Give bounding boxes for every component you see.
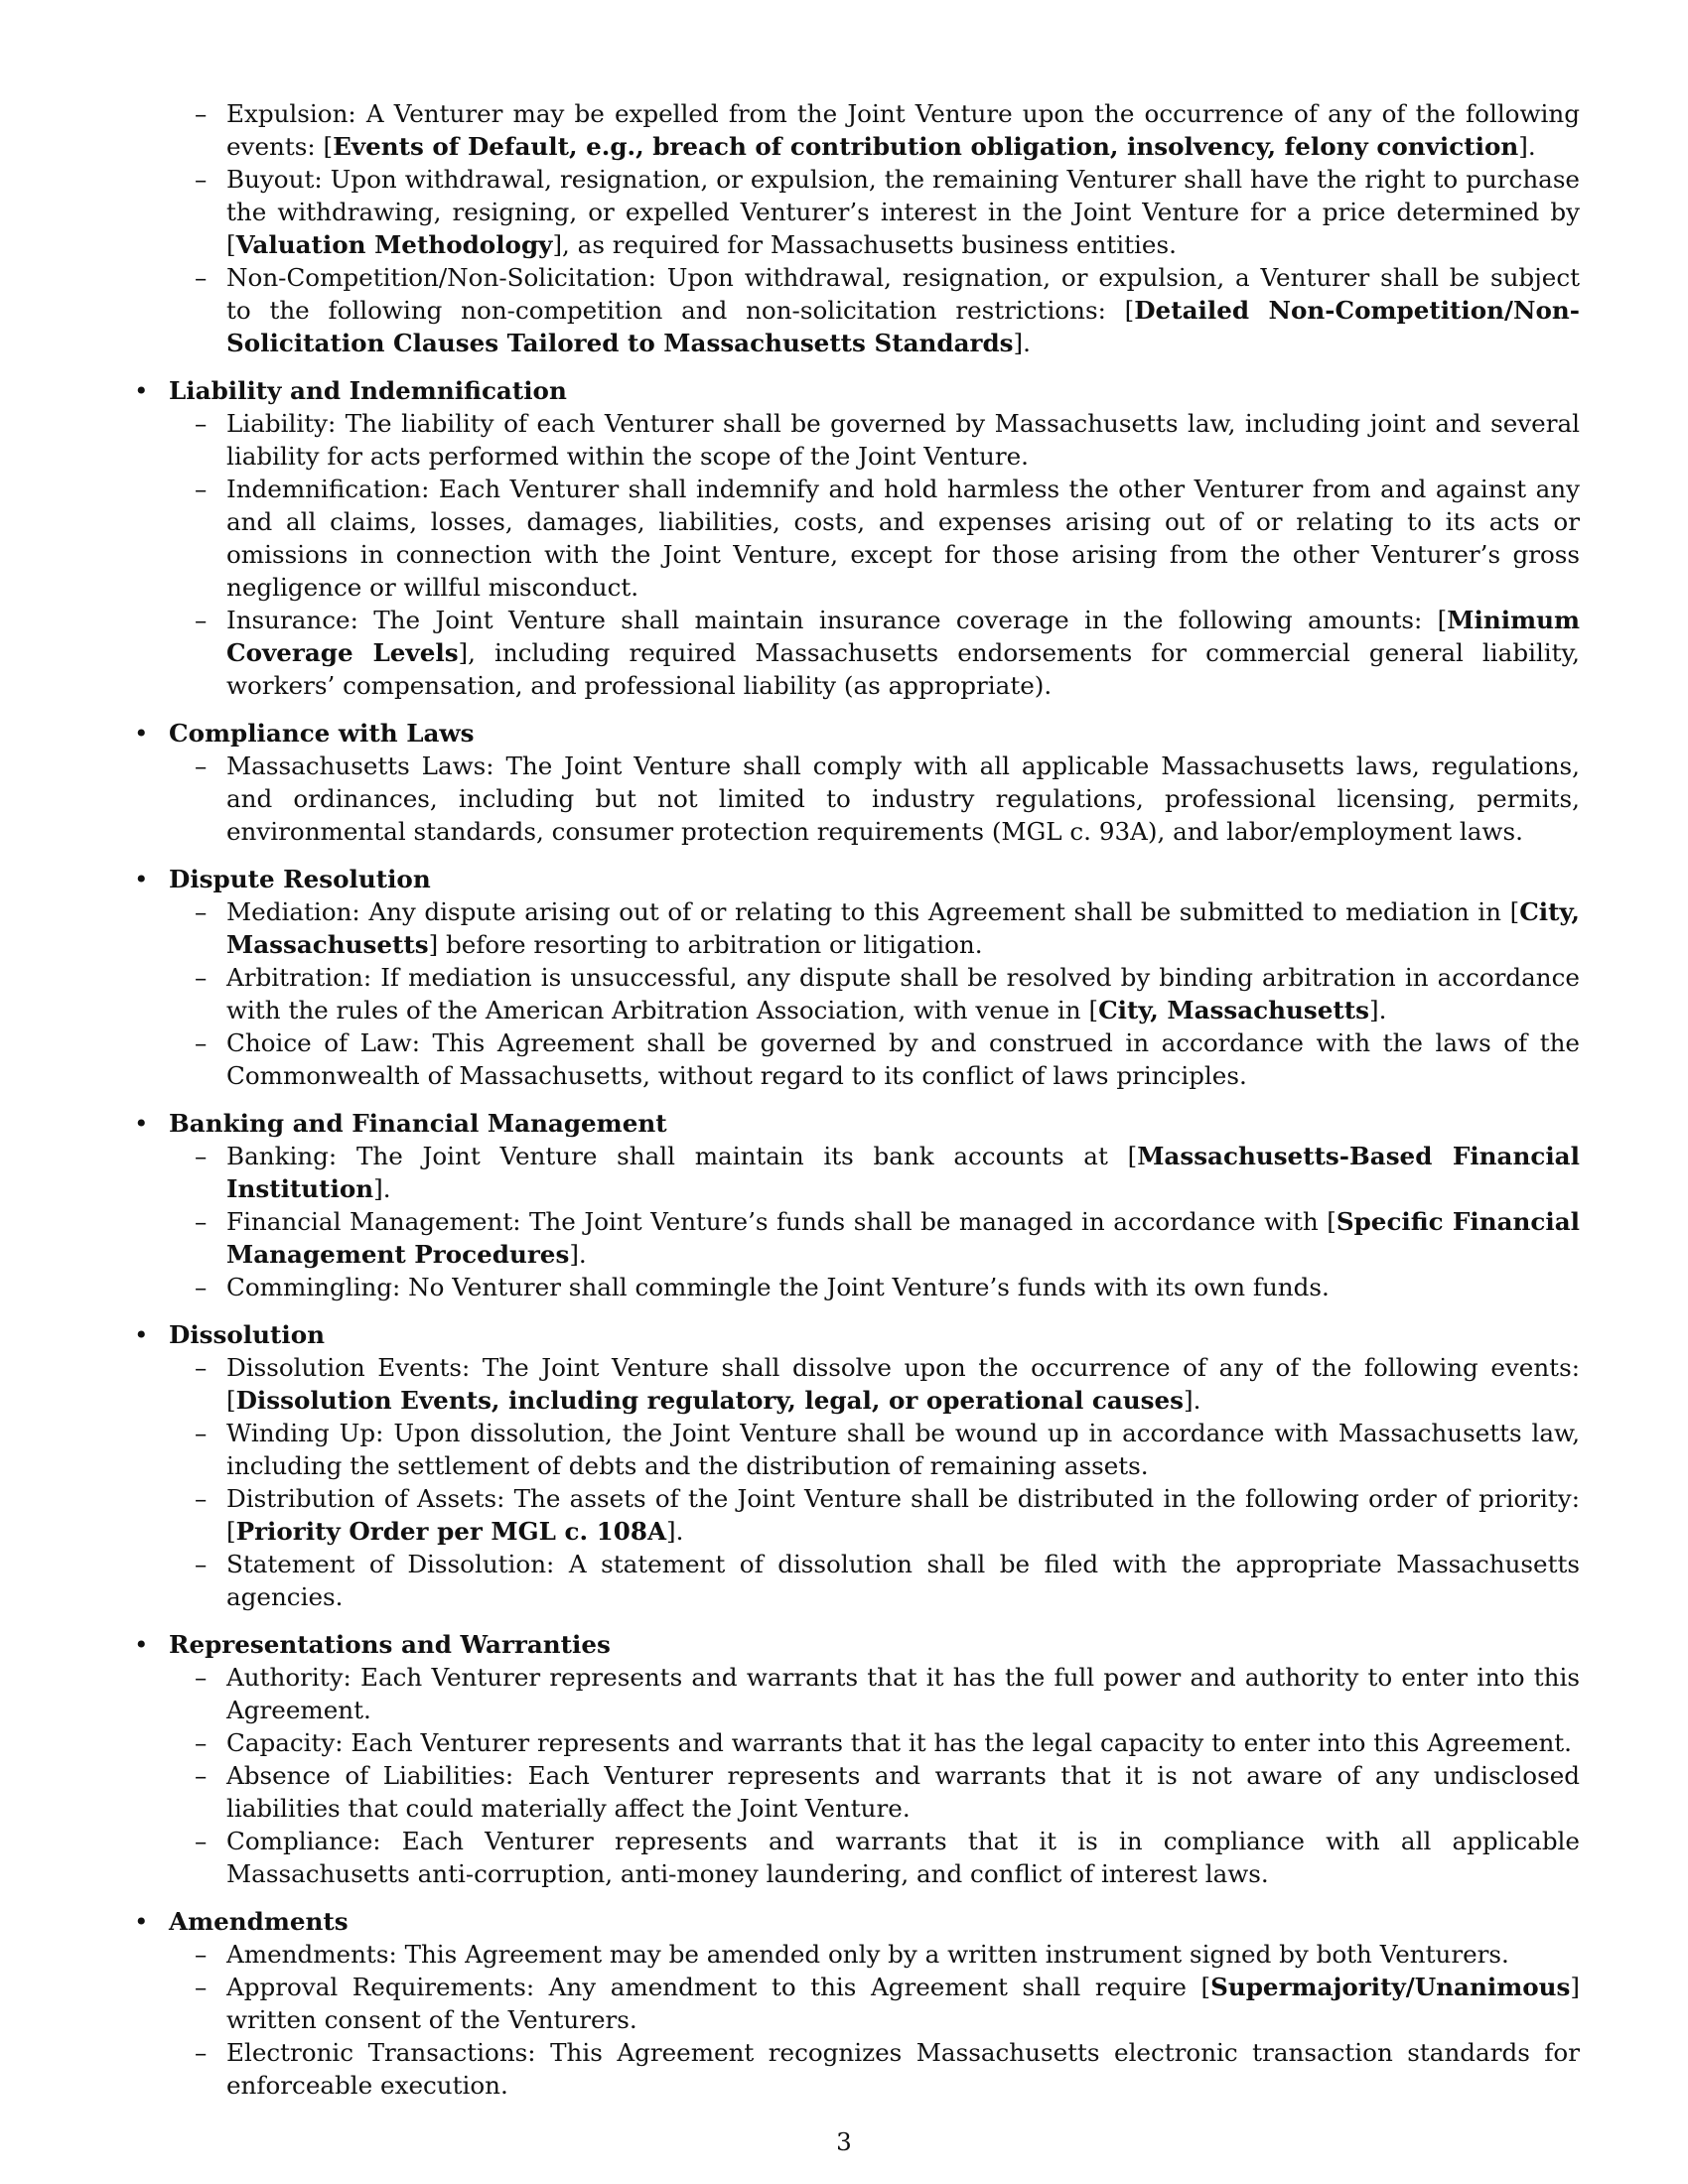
list-item: – Financial Management: The Joint Venture’s funds shall be managed in accordance with [Specific Financial Management Procedures]. [195, 1207, 1580, 1269]
list-item: – Distribution of Assets: The assets of the Joint Venture shall be distributed in the following order of priority: [Priority Order per MGL c. 108A]. [195, 1484, 1580, 1546]
item-text: The liability of each Venturer shall be governed by Massachusetts law, including joint and several liability for acts performed within the scope of the Joint Venture. [226, 409, 1580, 471]
item-text: The Joint Venture shall comply with all applicable Massachusetts laws, regulations, and ordinances, including but not limited to industry regulations, professional licensing, permits, environmental standards, consumer protection requirements (MGL c. 93A), and labor/employment laws. [226, 751, 1580, 846]
item-text: The assets of the Joint Venture shall be distributed in the following order of priority: [513, 1484, 1580, 1513]
dash-marker: – [195, 1419, 208, 1447]
list-item [195, 1759, 1580, 1825]
item-heading: Absence of Liabilities: [226, 1761, 514, 1790]
item-heading: Distribution of Assets: [226, 1484, 505, 1513]
list-item [195, 1026, 1580, 1092]
item-text: Upon withdrawal, resignation, or expulsion, a Venturer shall be subject to the following non-competition and non-solicitation restrictions: [226, 263, 1581, 325]
item-heading: Banking: [226, 1142, 338, 1170]
dash-marker: – [195, 751, 208, 780]
placeholder-field: City, Massachusetts [226, 897, 1580, 959]
item-heading: Liability: [226, 409, 337, 438]
list-item: – Mediation: Any dispute arising out of or relating to this Agreement shall be submitted to mediation in [City, Massachusetts] before resorting to arbitration or litigation. [195, 897, 1580, 959]
dash-marker: – [195, 99, 208, 128]
list-item [195, 473, 1580, 604]
item-heading: Choice of Law: [226, 1028, 420, 1057]
item-heading: Insurance: [226, 606, 358, 634]
item-heading: Expulsion: [226, 99, 356, 128]
item-text: A statement of dissolution shall be filed with the appropriate Massachusetts agencies. [226, 1550, 1580, 1611]
section [134, 1628, 1580, 1890]
item-text: The Joint Venture shall maintain insurance coverage in the following amounts: [373, 606, 1423, 634]
item-text: Each Venturer shall indemnify and hold harmless the other Venturer from and against any and all claims, losses, damages, liabilities, costs, and expenses arising out of or relating to its acts or omissions in connection with the Joint Venture, except for those arising from the other Venturer’s gross negligence or willful misconduct. [226, 475, 1580, 602]
dash-marker: – [195, 1484, 208, 1513]
item-text-after: . [1527, 132, 1536, 161]
item-text-after: . [1193, 1386, 1201, 1415]
list-item [195, 1825, 1580, 1890]
item-text-after: . [675, 1517, 684, 1546]
placeholder-field: Specific Financial Management Procedures [226, 1207, 1580, 1269]
bullet-marker: • [134, 1320, 149, 1349]
item-heading: Winding Up: [226, 1419, 384, 1447]
dash-marker: – [195, 1663, 208, 1692]
item-heading: Non-Competition/Non-Solicitation: [226, 263, 656, 292]
dash-marker: – [195, 1550, 208, 1578]
item-heading: Authority: [226, 1663, 352, 1692]
item-heading: Compliance: [226, 1827, 381, 1855]
list-item: – Non-Competition/Non-Solicitation: Upon withdrawal, resignation, or expulsion, a Venturer shall be subject to the following non-competition and non-solicitation restrictions: [Detailed Non-Competition/Non-Solicitation Clauses Tailored to Massachusetts Standards]. [195, 263, 1581, 357]
item-text-after: . [1378, 996, 1387, 1024]
item-text: Any amendment to this Agreement shall require [548, 1973, 1187, 2001]
section-title: Representations and Warranties [169, 1630, 611, 1659]
dash-marker: – [195, 897, 208, 926]
item-text: No Venturer shall commingle the Joint Venture’s funds with its own funds. [408, 1273, 1330, 1301]
dash-marker: – [195, 2038, 208, 2067]
item-text: This Agreement recognizes Massachusetts electronic transaction standards for enforceable execution. [226, 2038, 1580, 2100]
section-title: Compliance with Laws [169, 719, 475, 748]
section [134, 863, 1580, 1092]
sub-list [169, 750, 1580, 848]
dash-marker: – [195, 1353, 208, 1382]
dash-marker: – [195, 1142, 208, 1170]
section [134, 1318, 1580, 1613]
item-text: If mediation is unsuccessful, any dispute shall be resolved by binding arbitration in accordance with the rules of the American Arbitration Association, with venue in [226, 963, 1580, 1024]
list-item [195, 1548, 1580, 1613]
section [134, 1905, 1580, 2102]
list-item [195, 1938, 1580, 1971]
placeholder-field: Massachusetts-Based Financial Institution [226, 1142, 1580, 1203]
sub-list [169, 1938, 1580, 2102]
dash-marker: – [195, 1028, 208, 1057]
dash-marker: – [195, 1940, 208, 1969]
list-item: – Insurance: The Joint Venture shall maintain insurance coverage in the following amounts: [Minimum Coverage Levels], including required Massachusetts endorsements for commercial general liability, workers’ compensation, and professional liability (as appropriate). [195, 606, 1580, 700]
item-heading: Mediation: [226, 897, 360, 926]
bullet-marker: • [134, 376, 149, 405]
item-text: Upon dissolution, the Joint Venture shall be wound up in accordance with Massachusetts law, including the settlement of debts and the distribution of remaining assets. [226, 1419, 1581, 1480]
dash-marker: – [195, 263, 208, 292]
dash-marker: – [195, 1273, 208, 1301]
list-item: – Dissolution Events: The Joint Venture shall dissolve upon the occurrence of any of the following events: [Dissolution Events, including regulatory, legal, or operational causes]. [195, 1353, 1580, 1415]
list-item: – Expulsion: A Venturer may be expelled from the Joint Venture upon the occurrence of any of the following events: [Events of Default, e.g., breach of contribution obligation, insolvency, felony conviction]. [195, 99, 1580, 161]
list-item: – Arbitration: If mediation is unsuccessful, any dispute shall be resolved by binding arbitration in accordance with the rules of the American Arbitration Association, with venue in [City, Massachusetts]. [195, 963, 1580, 1024]
item-text: Any dispute arising out of or relating to this Agreement shall be submitted to mediation in [368, 897, 1502, 926]
dash-marker: – [195, 165, 208, 194]
item-text: The Joint Venture shall dissolve upon the occurrence of any of the following events: [482, 1353, 1580, 1382]
item-heading: Arbitration: [226, 963, 372, 992]
placeholder-field: Detailed Non-Competition/Non-Solicitation Clauses Tailored to Massachusetts Standards [226, 296, 1580, 357]
page-number: 3 [836, 2127, 852, 2156]
section [134, 717, 1580, 848]
item-text: Upon withdrawal, resignation, or expulsion, the remaining Venturer shall have the right to purchase the withdrawing, resigning, or expelled Venturer’s interest in the Joint Venture for a price determined by [226, 165, 1580, 226]
section-title: Amendments [169, 1907, 349, 1936]
item-text: This Agreement shall be governed by and construed in accordance with the laws of the Commonwealth of Massachusetts, without regard to its conflict of laws principles. [226, 1028, 1580, 1090]
item-heading: Statement of Dissolution: [226, 1550, 555, 1578]
dash-marker: – [195, 1973, 208, 2001]
list-item [195, 750, 1580, 848]
placeholder-field: Supermajority/Unanimous [1210, 1973, 1571, 2001]
section-list [134, 374, 1580, 2102]
sub-list [169, 1140, 1580, 1303]
bullet-marker: • [134, 1630, 149, 1659]
section [134, 1107, 1580, 1303]
document-page [134, 97, 1580, 2116]
placeholder-field: City, Massachusetts [1098, 996, 1369, 1024]
list-item [195, 1661, 1580, 1726]
item-text: Each Venturer represents and warrants that it is in compliance with all applicable Massachusetts anti-corruption, anti-money laundering, and conflict of interest laws. [226, 1827, 1580, 1888]
item-text-after: . [382, 1174, 391, 1203]
item-text-after: , including required Massachusetts endorsements for commercial general liability, workers’ compensation, and professional liability (as appropriate). [226, 638, 1580, 700]
item-text: The Joint Venture shall maintain its bank accounts at [355, 1142, 1108, 1170]
item-text-after: written consent of the Venturers. [226, 2005, 637, 2034]
section-title: Liability and Indemnification [169, 376, 567, 405]
item-heading: Buyout: [226, 165, 323, 194]
list-item: – Banking: The Joint Venture shall maintain its bank accounts at [Massachusetts-Based Financial Institution]. [195, 1142, 1580, 1203]
placeholder-field: Dissolution Events, including regulatory, legal, or operational causes [235, 1386, 1184, 1415]
sub-list [169, 407, 1580, 702]
item-text: Each Venturer represents and warrants that it has the legal capacity to enter into this Agreement. [351, 1728, 1573, 1757]
list-item [195, 1271, 1580, 1303]
placeholder-field: Priority Order per MGL c. 108A [235, 1517, 667, 1546]
list-item: – Approval Requirements: Any amendment to this Agreement shall require [Supermajority/Unanimous] written consent of the Venturers. [195, 1973, 1580, 2034]
list-item [195, 1726, 1580, 1759]
bullet-marker: • [134, 1109, 149, 1138]
placeholder-field: Events of Default, e.g., breach of contribution obligation, insolvency, felony conviction [333, 132, 1519, 161]
item-text: This Agreement may be amended only by a written instrument signed by both Venturers. [404, 1940, 1509, 1969]
item-heading: Approval Requirements: [226, 1973, 535, 2001]
item-heading: Amendments: [226, 1940, 397, 1969]
dash-marker: – [195, 1761, 208, 1790]
sub-list [169, 1661, 1580, 1890]
lead-items [134, 97, 1580, 359]
list-item [195, 2036, 1580, 2102]
list-item [195, 1417, 1581, 1482]
dash-marker: – [195, 1827, 208, 1855]
bullet-marker: • [134, 865, 149, 893]
item-text: Each Venturer represents and warrants that it is not aware of any undisclosed liabilities that could materially affect the Joint Venture. [226, 1761, 1580, 1823]
item-heading: Commingling: [226, 1273, 401, 1301]
dash-marker: – [195, 963, 208, 992]
item-heading: Massachusetts Laws: [226, 751, 494, 780]
list-item [195, 407, 1580, 473]
bullet-marker: • [134, 1907, 149, 1936]
section-title: Banking and Financial Management [169, 1109, 667, 1138]
placeholder-field: Valuation Methodology [235, 230, 553, 259]
dash-marker: – [195, 606, 208, 634]
item-text: The Joint Venture’s funds shall be managed in accordance with [529, 1207, 1319, 1236]
placeholder-field: Minimum Coverage Levels [226, 606, 1580, 667]
dash-marker: – [195, 1728, 208, 1757]
bullet-marker: • [134, 719, 149, 748]
item-heading: Electronic Transactions: [226, 2038, 536, 2067]
list-item: – Buyout: Upon withdrawal, resignation, or expulsion, the remaining Venturer shall have the right to purchase the withdrawing, resigning, or expelled Venturer’s interest in the Joint Venture for a price determined by [Valuation Methodology], as required for Massachusetts business entities. [195, 165, 1580, 259]
dash-marker: – [195, 475, 208, 503]
item-text: Each Venturer represents and warrants that it has the full power and authority to enter into this Agreement. [226, 1663, 1580, 1724]
sub-list [169, 895, 1580, 1092]
item-text: A Venturer may be expelled from the Joint Venture upon the occurrence of any of the following events: [226, 99, 1580, 161]
item-text-after: . [578, 1240, 587, 1269]
item-text-after: , as required for Massachusetts business entities. [562, 230, 1177, 259]
section-title: Dissolution [169, 1320, 325, 1349]
dash-marker: – [195, 409, 208, 438]
item-heading: Dissolution Events: [226, 1353, 471, 1382]
section-title: Dispute Resolution [169, 865, 431, 893]
item-heading: Indemnification: [226, 475, 430, 503]
dash-marker: – [195, 1207, 208, 1236]
item-text-after: before resorting to arbitration or litigation. [438, 930, 983, 959]
section [134, 374, 1580, 702]
sub-list [169, 1351, 1580, 1613]
item-heading: Financial Management: [226, 1207, 521, 1236]
item-heading: Capacity: [226, 1728, 344, 1757]
item-text-after: . [1023, 329, 1031, 357]
